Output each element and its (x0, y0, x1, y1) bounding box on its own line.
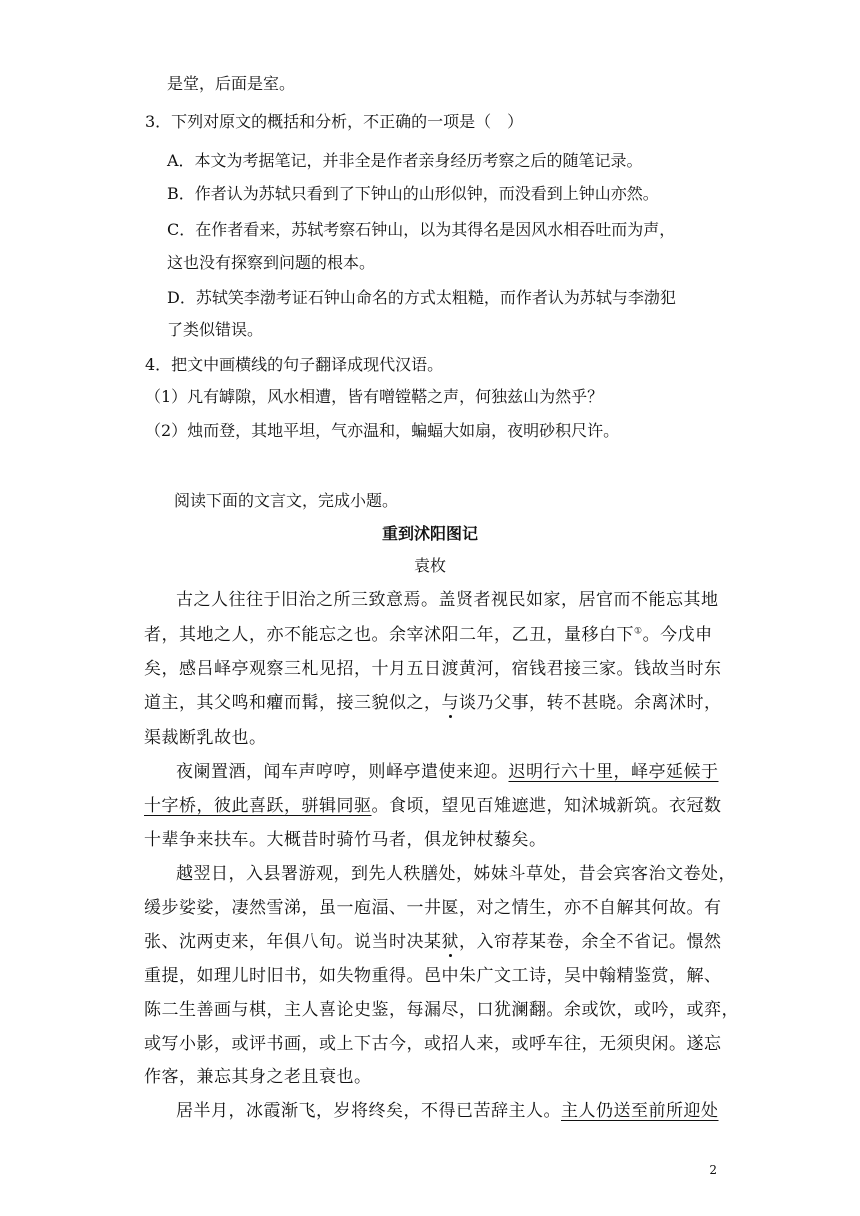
paragraph-1-line-5: 渠裁断乳故也。 (144, 728, 267, 748)
paragraph-1-line-1: 古之人往往于旧治之所三致意焉。盖贤者视民如家，居官而不能忘其地 (176, 590, 719, 610)
question-3-option-c: C．在作者看来，苏轼考察石钟山，以为其得名是因风水相吞吐而为声， (167, 220, 676, 239)
paragraph-3-line-6: 或写小影，或评书画，或上下古今，或招人来，或呼车往，无须臾闲。遂忘 (144, 1034, 722, 1054)
question-3-option-d-cont: 了类似错误。 (167, 320, 264, 339)
paragraph-2-line-1-text: 夜阑置酒，闻车声哼哼，则峄亭遣使来迎。 (176, 762, 509, 782)
paragraph-1-line-3: 矣，感吕峄亭观察三札见招，十月五日渡黄河，宿钱君接三家。钱故当时东 (144, 659, 722, 679)
question-3-option-b: B．作者认为苏轼只看到了下钟山的山形似钟，而没看到上钟山亦然。 (167, 184, 659, 203)
paragraph-1-line-4 (144, 693, 722, 713)
question-3-option-c-cont: 这也没有探察到问题的根本。 (167, 253, 376, 272)
paragraph-1-line-4-text-b: 谈乃父事，转不甚晓。余离沭时， (459, 693, 722, 713)
paragraph-3-line-4: 重提，如理儿时旧书，如失物重得。邑中朱广文工诗，吴中翰精鉴赏，解、 (144, 966, 722, 986)
paragraph-1-line-2-text-b: 。今戊申 (642, 625, 713, 645)
paragraph-2-line-2 (144, 796, 722, 816)
paragraph-3-line-3-text-b: ，入帘荐某卷，余全不省记。憬然 (459, 932, 722, 952)
question-3-stem: 3．下列对原文的概括和分析，不正确的一项是（ ） (145, 112, 524, 131)
paragraph-1-line-4-text-a: 道主，其父鸣和癯而髯，接三貌似之， (144, 693, 442, 713)
question-3-option-a: A．本文为考据笔记，并非全是作者亲身经历考察之后的随笔记录。 (167, 151, 643, 170)
paragraph-3-line-3-text-a: 张、沈两吏来，年俱八旬。说当时决某 (144, 932, 442, 952)
emphasis-dotted-char: 狱 (441, 932, 459, 952)
underlined-sentence-part-1: 迟明行六十里，峄亭延候于 (508, 762, 719, 782)
footnote-marker: ① (634, 626, 643, 637)
paragraph-3-line-1: 越翌日，入县署游观，到先人秩膳处，姊妹斗草处，昔会宾客治文卷处， (176, 864, 736, 884)
emphasis-dotted-char: 与 (441, 693, 459, 713)
underlined-sentence-part-3: 主人仍送至前所迎处 (561, 1101, 719, 1121)
paragraph-2-line-1 (176, 762, 719, 782)
paragraph-2-line-3: 十辈争来扶车。大概昔时骑竹马者，俱龙钟杖藜矣。 (144, 830, 547, 850)
paragraph-3-line-2: 缓步娑娑，凄然雪涕，虽一庖湢、一井匽，对之情生，亦不自解其何故。有 (144, 898, 722, 918)
paragraph-4-line-1 (176, 1101, 719, 1121)
question-4-sentence-2: （2）烛而登，其地平坦，气亦温和，蝙蝠大如扇，夜明砂积尺许。 (145, 421, 620, 440)
continuation-line: 是堂，后面是室。 (167, 74, 296, 93)
paragraph-1-line-2 (144, 625, 713, 645)
paragraph-1-line-2-text-a: 者，其地之人，亦不能忘之也。余宰沭阳二年，乙丑，量移白下 (144, 625, 634, 645)
underlined-sentence-part-2: 十字桥，彼此喜跃，骈辑同驱 (144, 796, 372, 816)
passage-title: 重到沭阳图记 (381, 524, 478, 543)
paragraph-3-line-7: 作客，兼忘其身之老且衰也。 (144, 1067, 372, 1087)
passage-author: 袁枚 (413, 556, 446, 575)
paragraph-4-line-1-text: 居半月，冰霞渐飞，岁将终矣，不得已苦辞主人。 (176, 1101, 561, 1121)
paragraph-2-line-2-text: 。食顷，望见百雉遮迣，知沭城新筑。衣冠数 (371, 796, 722, 816)
page-number: 2 (709, 1163, 717, 1177)
question-4-stem: 4．把文中画横线的句子翻译成现代汉语。 (145, 355, 444, 374)
reading-instruction: 阅读下面的文言文，完成小题。 (174, 491, 399, 510)
question-3-option-d: D．苏轼笑李渤考证石钟山命名的方式太粗糙，而作者认为苏轼与李渤犯 (167, 288, 676, 307)
paragraph-3-line-3 (144, 932, 722, 952)
question-4-sentence-1: （1）凡有罅隙，风水相遭，皆有噌镗鞳之声，何独兹山为然乎？ (145, 387, 604, 406)
paragraph-3-line-5: 陈二生善画与棋，主人喜论史鉴，每漏尽，口犹澜翻。余或饮，或吟，或弈， (144, 1000, 739, 1020)
